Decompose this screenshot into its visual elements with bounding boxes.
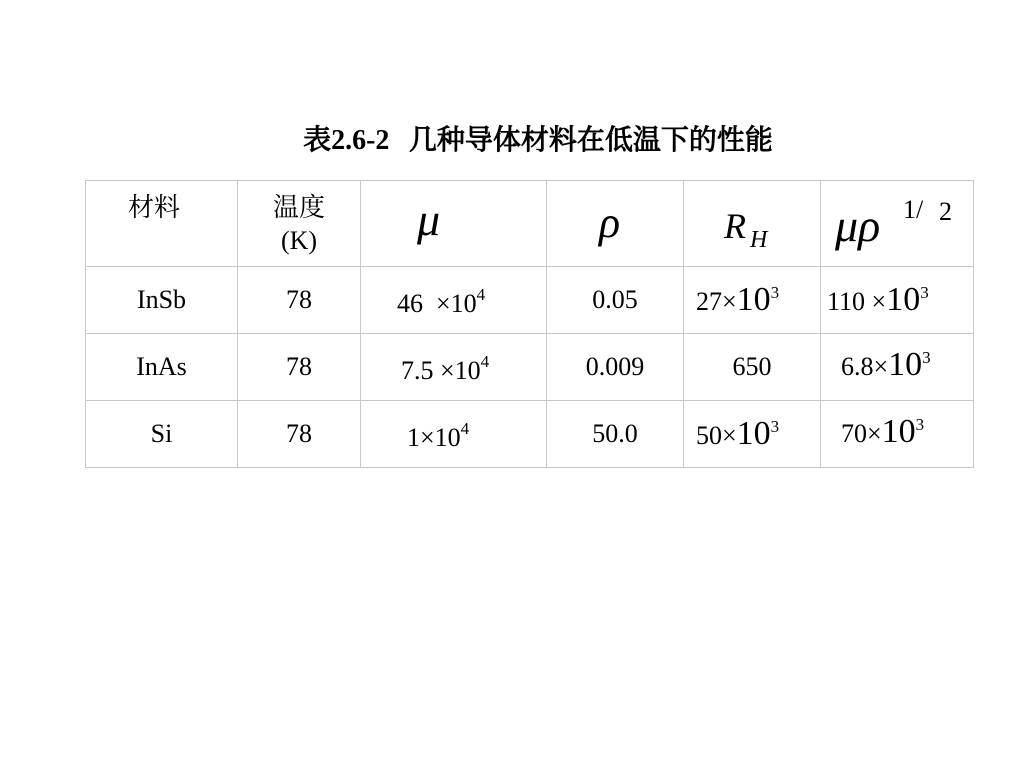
cell-material: InSb	[86, 267, 238, 334]
mu-rho-exponent-numerator: 1/	[903, 195, 924, 224]
cell-temperature: 78	[238, 401, 361, 468]
mu-rho-base: 10	[888, 346, 923, 383]
cell-temperature: 78	[238, 334, 361, 401]
rh-exponent: 3	[770, 417, 780, 436]
table-row	[86, 401, 974, 468]
mu-rho-coefficient: 110	[827, 287, 866, 316]
mu-exponent: 4	[460, 419, 470, 438]
times-sign: ×	[871, 287, 887, 316]
cell-mu	[361, 267, 547, 334]
mu-rho-exponent: 3	[920, 283, 929, 302]
hall-r-symbol: R	[724, 206, 746, 246]
mu-coefficient: 1	[407, 423, 420, 452]
cell-mu-rho	[821, 401, 974, 468]
rho-symbol: ρ	[599, 198, 621, 247]
mu-rho-coefficient: 6.8	[841, 352, 874, 381]
cell-mu-rho	[821, 267, 974, 334]
properties-table	[85, 180, 974, 468]
rh-base: 10	[736, 281, 771, 318]
times-sign: ×	[867, 419, 882, 448]
cell-hall-coefficient: 650	[684, 334, 821, 401]
times-sign: ×	[440, 356, 455, 385]
mu-symbol: μ	[417, 194, 441, 245]
table-row	[86, 267, 974, 334]
cell-material: InAs	[86, 334, 238, 401]
mu-rho-exponent-denominator: 2	[939, 197, 952, 226]
times-sign: ×	[420, 423, 435, 452]
cell-temperature: 78	[238, 267, 361, 334]
cell-rho: 50.0	[547, 401, 684, 468]
mu-base: 10	[434, 423, 461, 452]
hall-h-subscript: H	[750, 227, 768, 253]
rh-coefficient: 50	[696, 421, 722, 450]
cell-hall-coefficient	[684, 267, 821, 334]
times-sign: ×	[436, 289, 451, 318]
mu-rho-base: 10	[886, 281, 921, 318]
mu-base: 10	[454, 356, 481, 385]
header-mu-rho	[821, 181, 974, 267]
header-temperature-label: 温度	[272, 193, 325, 223]
times-sign: ×	[722, 421, 737, 450]
header-mu	[361, 181, 547, 267]
mu-exponent: 4	[480, 352, 490, 371]
rh-exponent: 3	[770, 283, 780, 302]
mu-coefficient: 7.5	[401, 356, 434, 385]
mu-base: 10	[450, 289, 477, 318]
caption-prefix: 表	[303, 123, 332, 156]
rh-coefficient: 27	[696, 287, 722, 316]
cell-mu-rho	[821, 334, 974, 401]
times-sign: ×	[873, 352, 889, 381]
cell-hall-coefficient	[684, 401, 821, 468]
caption-number: 2.6-2	[331, 125, 390, 156]
cell-rho: 0.05	[547, 267, 684, 334]
mu-rho-base: 10	[881, 413, 916, 450]
caption-title: 几种导体材料在低温下的性能	[408, 123, 773, 156]
rh-base: 10	[736, 415, 771, 452]
cell-mu	[361, 334, 547, 401]
mu-rho-coefficient: 70	[841, 419, 867, 448]
mu-rho-exponent: 3	[922, 348, 931, 367]
table-row	[86, 334, 974, 401]
mu-rho-exponent: 3	[915, 415, 925, 434]
header-temperature	[238, 181, 361, 267]
mu-coefficient: 46	[397, 289, 423, 318]
header-material: 材料	[86, 181, 238, 267]
mu-exponent: 4	[476, 285, 486, 304]
times-sign: ×	[722, 287, 737, 316]
cell-material: Si	[86, 401, 238, 468]
cell-rho: 0.009	[547, 334, 684, 401]
cell-mu	[361, 401, 547, 468]
header-rho	[547, 181, 684, 267]
header-hall-coefficient	[684, 181, 821, 267]
header-row	[86, 181, 974, 267]
mu-rho-symbol: μρ	[835, 200, 881, 251]
table-caption	[0, 118, 1024, 158]
header-temperature-unit: (K)	[280, 226, 318, 255]
